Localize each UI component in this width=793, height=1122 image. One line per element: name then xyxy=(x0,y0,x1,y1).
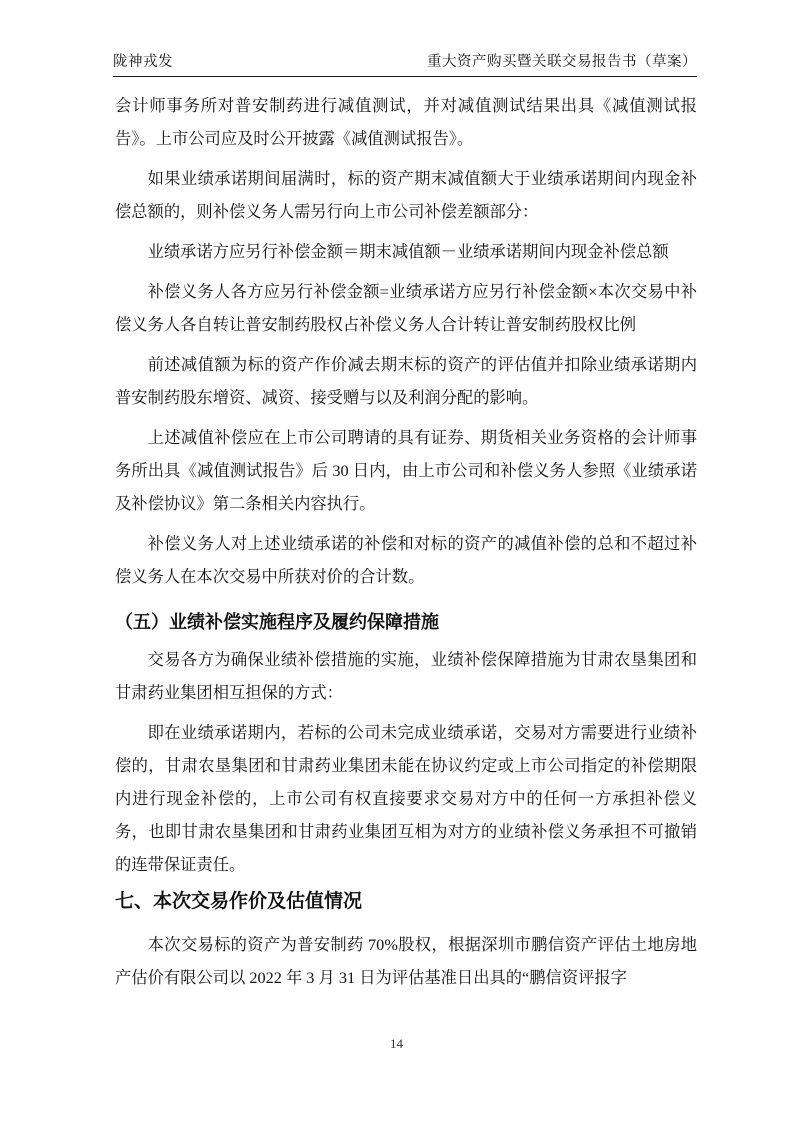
paragraph-guarantee-arrangement: 交易各方为确保业绩补偿措施的实施，业绩补偿保障措施为甘肃农垦集团和甘肃药业集团相互担保的方式： xyxy=(115,650,697,702)
paragraph-impairment-definition: 前述减值额为标的资产作价减去期末标的资产的评估值并扣除业绩承诺期内普安制药股东增资、减资、接受赠与以及利润分配的影响。 xyxy=(115,355,697,407)
paragraph-impairment-shortfall: 如果业绩承诺期间届满时，标的资产期末减值额大于业绩承诺期间内现金补偿总额的，则补偿义务人需另行向上市公司补偿差额部分： xyxy=(115,169,697,221)
paragraph-transaction-target: 本次交易标的资产为普安制药 70%股权，根据深圳市鹏信资产评估土地房地产估价有限公司以 2022 年 3 月 31 日为评估基准日出具的“鹏信资评报字 xyxy=(115,935,697,987)
header-report-title: 重大资产购买暨关联交易报告书（草案） xyxy=(427,54,697,70)
page-header xyxy=(113,50,697,77)
chapter-heading-pricing-valuation: 七、本次交易作价及估值情况 xyxy=(115,891,363,912)
paragraph-compensation-cap: 补偿义务人对上述业绩承诺的补偿和对标的资产的减值补偿的总和不超过补偿义务人在本次交易中所获对价的合计数。 xyxy=(115,534,697,586)
paragraph-impairment-test: 会计师事务所对普安制药进行减值测试，并对减值测试结果出具《减值测试报告》。上市公司应及时公开披露《减值测试报告》。 xyxy=(115,96,697,148)
header-company-name: 陇神戎发 xyxy=(113,54,173,70)
page-footer xyxy=(0,1036,793,1052)
document-body xyxy=(115,89,697,1001)
paragraph-joint-liability: 即在业绩承诺期内，若标的公司未完成业绩承诺，交易对方需要进行业绩补偿的，甘肃农垦集团和甘肃药业集团未能在协议约定或上市公司指定的补偿期限内进行现金补偿的，上市公司有权直接要求交易对方中的任何一方承担补偿义务，也即甘肃农垦集团和甘肃药业集团互相为对方的业绩补偿义务承担不可撤销的连带保证责任。 xyxy=(115,723,697,874)
section-heading-performance-compensation: （五）业绩补偿实施程序及履约保障措施 xyxy=(115,612,439,632)
paragraph-impairment-execution: 上述减值补偿应在上市公司聘请的具有证券、期货相关业务资格的会计师事务所出具《减值测试报告》后 30 日内，由上市公司和补偿义务人参照《业绩承诺及补偿协议》第二条相关内容执行。 xyxy=(115,428,697,513)
paragraph-formula-obligor-share: 补偿义务人各方应另行补偿金额=业绩承诺方应另行补偿金额×本次交易中补偿义务人各自转让普安制药股权占补偿义务人合计转让普安制药股权比例 xyxy=(115,282,697,334)
paragraph-formula-additional-compensation: 业绩承诺方应另行补偿金额＝期末减值额－业绩承诺期间内现金补偿总额 xyxy=(147,242,669,261)
page-number: 14 xyxy=(390,1036,403,1051)
